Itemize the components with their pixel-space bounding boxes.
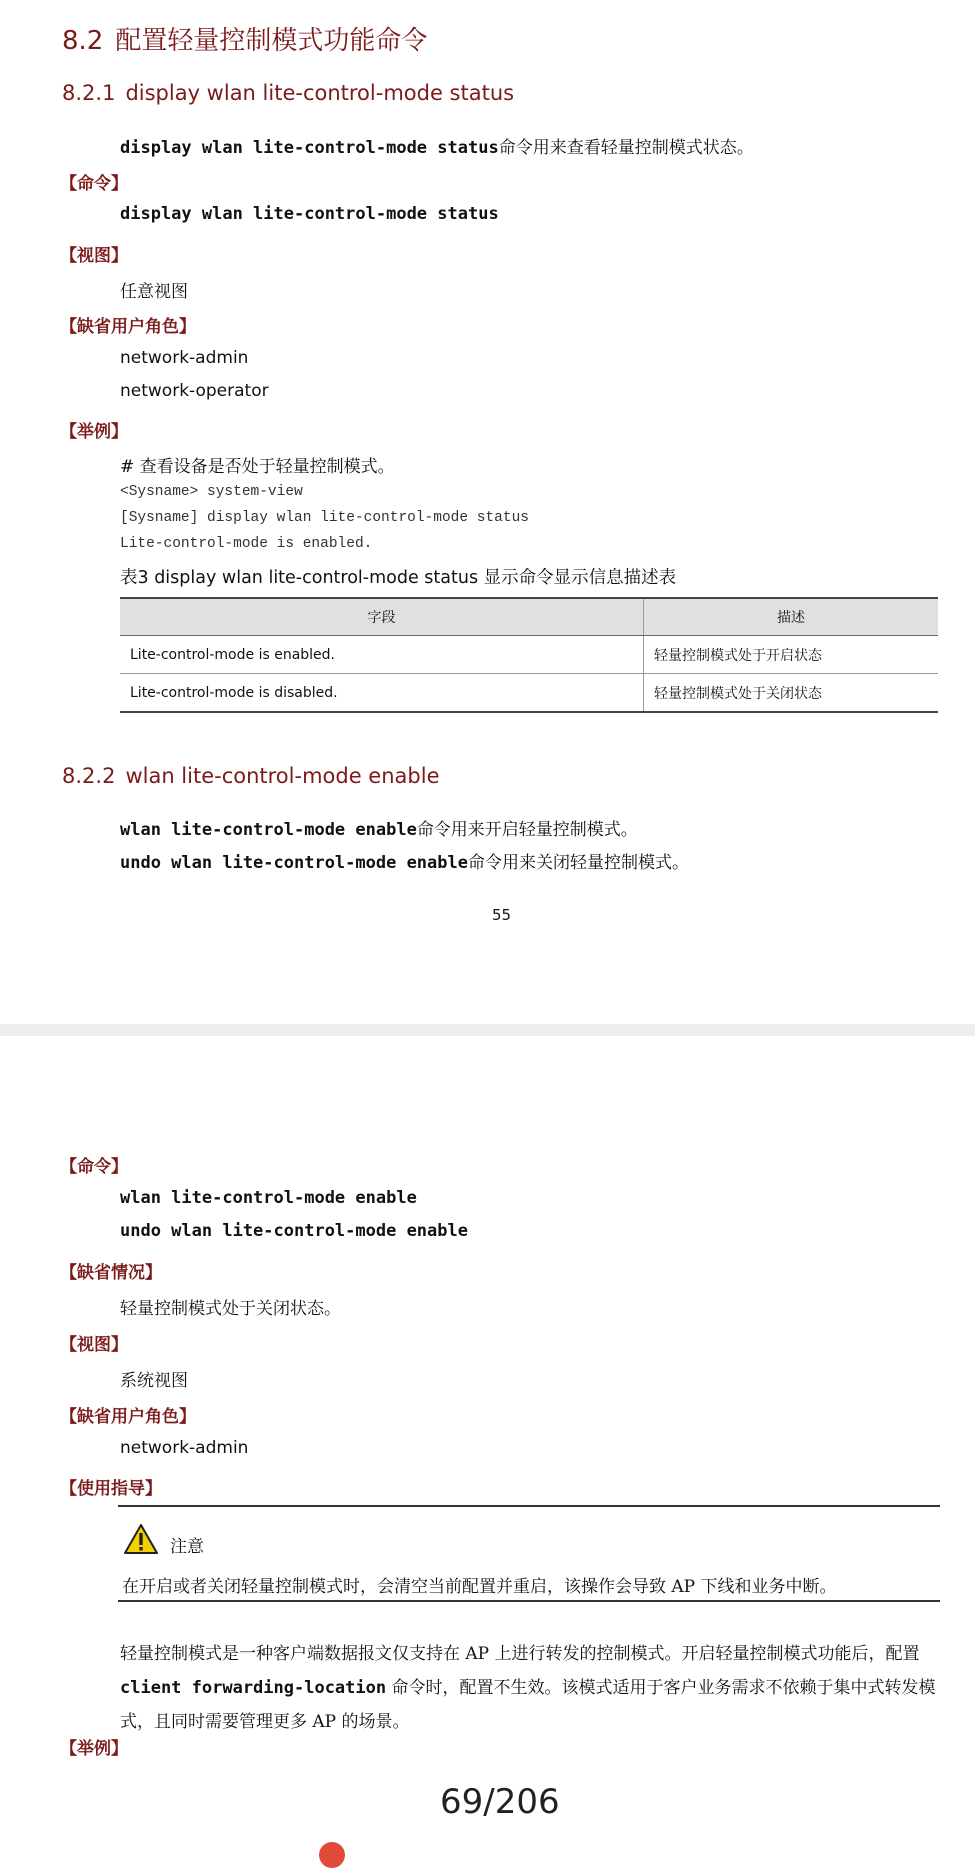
- role-item: network-operator: [120, 381, 269, 401]
- command-description: 命令用来查看轻量控制模式状态。: [498, 138, 754, 158]
- viewer-page-counter: 69/206: [440, 1782, 560, 1822]
- command-name: undo wlan lite-control-mode enable: [120, 853, 468, 873]
- page-separator: [0, 1024, 975, 1036]
- table-cell-field: Lite-control-mode is enabled.: [120, 636, 644, 674]
- warning-icon: [123, 1523, 159, 1559]
- label-example: 【举例】: [60, 1739, 128, 1759]
- label-view: 【视图】: [60, 246, 128, 266]
- example-comment: # 查看设备是否处于轻量控制模式。: [120, 457, 395, 477]
- section-number: 8.2: [62, 26, 104, 56]
- info-table: [120, 597, 938, 713]
- table-cell-field: Lite-control-mode is disabled.: [120, 674, 644, 713]
- intro-line: [120, 848, 689, 873]
- subsection-heading-822: [62, 764, 439, 788]
- view-value: 任意视图: [120, 282, 188, 302]
- section-heading: [62, 20, 427, 57]
- table-row: [120, 636, 938, 674]
- role-item: network-admin: [120, 1438, 249, 1458]
- example-code-line: Lite-control-mode is enabled.: [120, 536, 373, 552]
- command-syntax: wlan lite-control-mode enable: [120, 1188, 417, 1208]
- role-item: network-admin: [120, 348, 249, 368]
- section-title: 配置轻量控制模式功能命令: [115, 26, 428, 56]
- label-default: 【缺省情况】: [60, 1263, 162, 1283]
- command-description: 命令用来开启轻量控制模式。: [416, 820, 638, 840]
- command-description: 命令用来关闭轻量控制模式。: [468, 853, 689, 873]
- table-cell-description: 轻量控制模式处于关闭状态: [644, 674, 939, 713]
- label-command: 【命令】: [60, 1157, 128, 1177]
- command-name: display wlan lite-control-mode status: [120, 138, 499, 158]
- subsection-number: 8.2.2: [62, 764, 116, 788]
- intro-line: [120, 133, 754, 158]
- label-command: 【命令】: [60, 174, 128, 194]
- paragraph-command: client forwarding-location: [120, 1678, 387, 1698]
- note-bottom-rule: [118, 1600, 940, 1602]
- subsection-title: display wlan lite-control-mode status: [125, 81, 515, 105]
- table-caption: 表3 display wlan lite-control-mode status 显示命令显示信息描述表: [120, 568, 677, 588]
- usage-paragraph: [120, 1637, 940, 1739]
- note-title: 注意: [170, 1537, 204, 1557]
- label-view: 【视图】: [60, 1335, 128, 1355]
- example-code-line: <Sysname> system-view: [120, 484, 303, 500]
- command-syntax: undo wlan lite-control-mode enable: [120, 1221, 468, 1241]
- table-header-row: [120, 598, 938, 636]
- note-top-rule: [118, 1505, 940, 1507]
- paragraph-text: 命令时，配置不生效。该模式适用于客户业务需求不依赖于集中式转发模式，且同时需要管理更多 AP 的场景。: [120, 1678, 936, 1732]
- intro-line: [120, 815, 638, 840]
- label-example: 【举例】: [60, 422, 128, 442]
- table-cell-description: 轻量控制模式处于开启状态: [644, 636, 939, 674]
- table-header-field: 字段: [120, 598, 644, 636]
- subsection-title: wlan lite-control-mode enable: [125, 764, 440, 788]
- subsection-number: 8.2.1: [62, 81, 116, 105]
- label-usage-guidelines: 【使用指导】: [60, 1479, 162, 1499]
- command-name: wlan lite-control-mode enable: [120, 820, 417, 840]
- command-syntax: display wlan lite-control-mode status: [120, 204, 499, 224]
- note-text: 在开启或者关闭轻量控制模式时，会清空当前配置并重启，该操作会导致 AP 下线和业务中断。: [122, 1577, 837, 1597]
- example-code-line: [Sysname] display wlan lite-control-mode status: [120, 510, 529, 526]
- default-value: 轻量控制模式处于关闭状态。: [120, 1299, 341, 1319]
- floating-action-button[interactable]: [319, 1842, 345, 1868]
- paragraph-text: 轻量控制模式是一种客户端数据报文仅支持在 AP 上进行转发的控制模式。开启轻量控制模式功能后，配置: [120, 1644, 920, 1664]
- subsection-heading-821: [62, 81, 514, 105]
- label-default-roles: 【缺省用户角色】: [60, 1407, 196, 1427]
- table-header-description: 描述: [644, 598, 939, 636]
- view-value: 系统视图: [120, 1371, 188, 1391]
- label-default-roles: 【缺省用户角色】: [60, 317, 196, 337]
- table-row: [120, 674, 938, 713]
- page-number: 55: [492, 906, 512, 924]
